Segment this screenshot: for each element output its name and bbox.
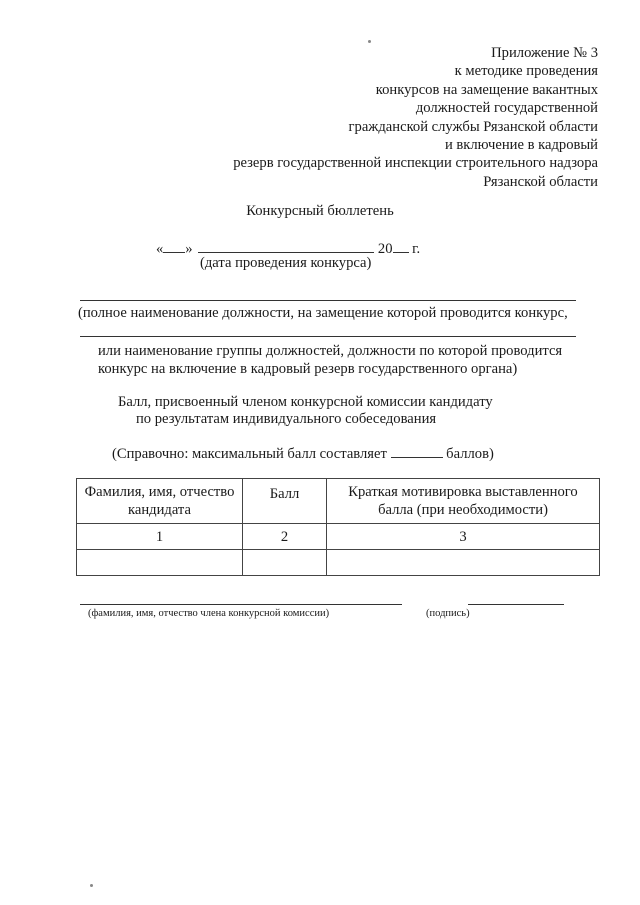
score-heading-line2: по результатам индивидуального собеседования (136, 411, 437, 427)
signature-caption: (подпись) (426, 608, 470, 619)
table-row (77, 550, 600, 576)
appendix-header (158, 44, 598, 191)
table-number-row (77, 524, 600, 550)
day-blank[interactable] (163, 238, 185, 253)
appendix-line: резерв государственной инспекции строительного надзора (233, 155, 598, 172)
ballot-title: Конкурсный бюллетень (246, 203, 394, 219)
appendix-line: должностей государственной (415, 100, 598, 117)
header-candidate-name: Фамилия, имя, отчество кандидата (77, 479, 243, 524)
appendix-line: Рязанской области (483, 173, 598, 190)
appendix-line: к методике проведения (454, 63, 598, 80)
motivation-cell[interactable] (327, 550, 600, 576)
year-blank[interactable] (393, 238, 409, 253)
score-cell[interactable] (243, 550, 327, 576)
appendix-line: конкурсов на замещение вакантных (375, 81, 598, 98)
position-caption-line2: или наименование группы должностей, должности по которой проводится (98, 343, 563, 359)
score-heading-line1: Балл, присвоенный членом конкурсной комиссии кандидату (118, 394, 493, 410)
date-caption: (дата проведения конкурса) (200, 255, 372, 271)
header-motivation: Краткая мотивировка выставленного балла (при необходимости) (327, 479, 600, 524)
member-name-caption: (фамилия, имя, отчество члена конкурсной комиссии) (88, 608, 330, 619)
score-table (76, 478, 600, 576)
position-caption-line1: (полное наименование должности, на замещение которой проводится конкурс, (78, 305, 568, 321)
column-number-1: 1 (77, 524, 243, 550)
signature-blank[interactable] (468, 604, 564, 605)
column-number-3: 3 (327, 524, 600, 550)
year-suffix: г. (408, 241, 421, 257)
date-open-quote: « (156, 241, 164, 257)
reference-suffix: баллов) (446, 446, 494, 462)
candidate-name-cell[interactable] (77, 550, 243, 576)
max-score-blank[interactable] (391, 445, 443, 458)
header-score: Балл (243, 479, 327, 524)
position-group-blank[interactable] (80, 336, 576, 337)
year-prefix: 20 (377, 241, 393, 257)
column-number-2: 2 (243, 524, 327, 550)
appendix-line: гражданской службы Рязанской области (348, 118, 598, 135)
position-caption-line3: конкурс на включение в кадровый резерв государственного органа) (98, 361, 518, 377)
position-name-blank[interactable] (80, 300, 576, 301)
appendix-line: Приложение № 3 (491, 45, 598, 61)
max-score-reference (112, 445, 494, 463)
month-blank[interactable] (198, 238, 374, 253)
scan-speck (368, 40, 371, 43)
scan-speck (90, 884, 93, 887)
appendix-line: и включение в кадровый (444, 137, 598, 154)
reference-prefix: (Справочно: максимальный балл составляет (112, 446, 387, 462)
date-close-quote: » (185, 241, 193, 257)
member-name-blank[interactable] (80, 604, 402, 605)
table-header-row (77, 479, 600, 524)
